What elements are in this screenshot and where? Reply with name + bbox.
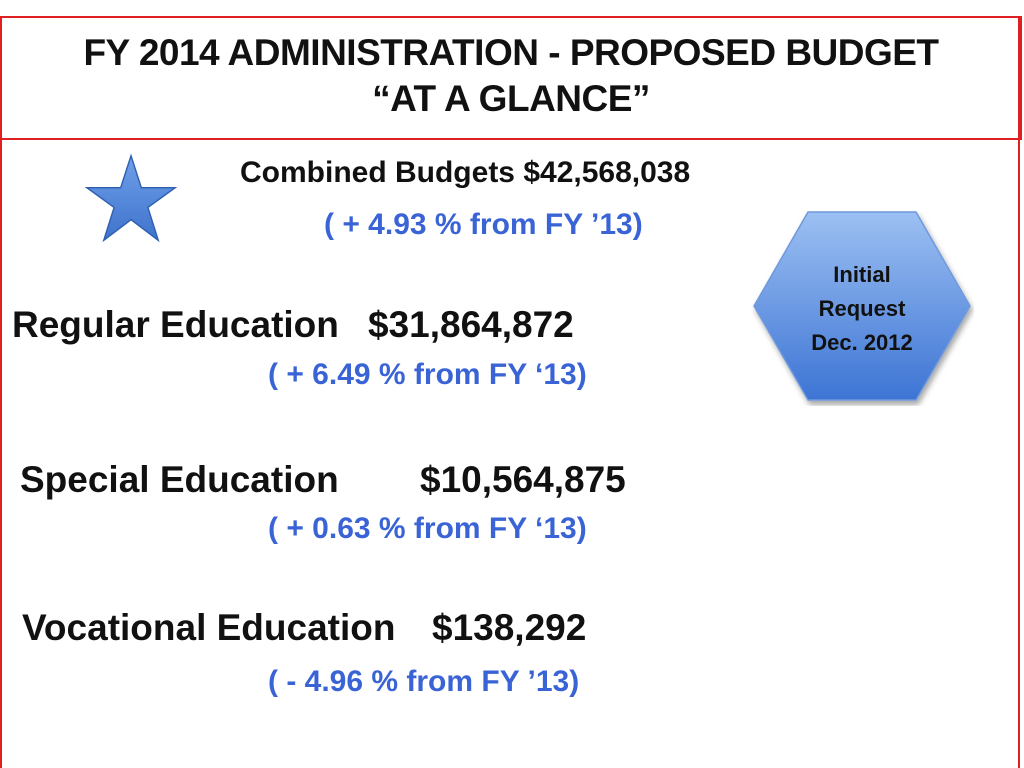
badge-line-1: Initial xyxy=(833,262,891,287)
page-subtitle: “AT A GLANCE” xyxy=(372,78,650,119)
regular-education-label: Regular Education xyxy=(12,304,339,345)
special-education-label: Special Education xyxy=(20,459,339,500)
vocational-education-label: Vocational Education xyxy=(22,607,396,648)
regular-education-amount: $31,864,872 xyxy=(368,304,574,345)
star-icon xyxy=(84,152,178,246)
badge-line-2: Request xyxy=(818,296,906,321)
special-education-amount: $10,564,875 xyxy=(420,459,626,500)
regular-education-change: ( + 6.49 % from FY ‘13) xyxy=(268,358,587,391)
badge-line-3: Dec. 2012 xyxy=(811,330,913,355)
vocational-education-change: ( - 4.96 % from FY ’13) xyxy=(268,665,580,698)
title-box xyxy=(0,16,1022,140)
vocational-education-amount: $138,292 xyxy=(432,607,587,648)
special-education-change: ( + 0.63 % from FY ‘13) xyxy=(268,512,587,545)
combined-budget-change: ( + 4.93 % from FY ’13) xyxy=(324,208,643,241)
combined-budget-label: Combined Budgets $42,568,038 xyxy=(240,156,691,189)
hexagon-badge-text xyxy=(750,258,974,360)
page-title: FY 2014 ADMINISTRATION - PROPOSED BUDGET xyxy=(83,32,939,73)
